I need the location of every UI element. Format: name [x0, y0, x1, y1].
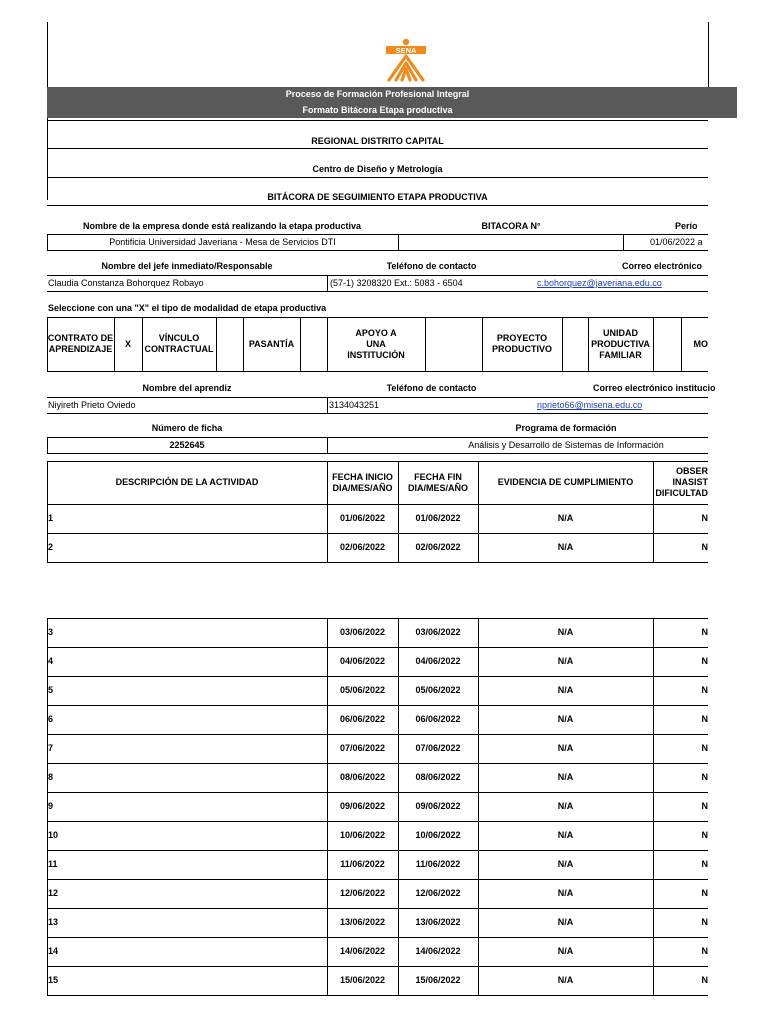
activity-observaciones[interactable]: N	[701, 859, 708, 869]
apprentice-label: Nombre del aprendiz	[142, 383, 232, 393]
activity-fecha-inicio[interactable]: 12/06/2022	[339, 888, 386, 898]
rule	[47, 177, 708, 178]
table-rule	[47, 562, 708, 563]
activity-evidencia[interactable]: N/A	[557, 656, 574, 666]
activity-evidencia[interactable]: N/A	[557, 801, 574, 811]
rule	[398, 234, 399, 250]
activity-number: 14	[48, 946, 59, 956]
activity-number: 8	[48, 772, 54, 782]
sheet-right-border	[708, 22, 709, 88]
activity-number: 1	[48, 513, 54, 523]
program-value[interactable]: Análisis y Desarrollo de Sistemas de Información	[468, 440, 664, 450]
activity-fecha-inicio[interactable]: 09/06/2022	[339, 801, 386, 811]
modality-vinculo-label: VÍNCULO CONTRACTUAL	[144, 333, 214, 354]
activity-number: 10	[48, 830, 59, 840]
activity-number: 2	[48, 542, 54, 552]
apprentice-email-link[interactable]: nprieto66@misena.edu.co	[537, 400, 643, 410]
activity-observaciones[interactable]: N	[701, 542, 708, 552]
modality-apoyo-label: APOYO A UNA INSTITUCIÓN	[347, 327, 405, 360]
boss-email-label: Correo electrónico	[622, 261, 703, 271]
activity-fecha-fin[interactable]: 14/06/2022	[415, 946, 461, 956]
activity-fecha-fin[interactable]: 15/06/2022	[415, 975, 461, 985]
activity-number: 12	[48, 888, 59, 898]
apprentice-phone-value[interactable]: 3134043251	[329, 400, 380, 410]
modality-unidad-mark[interactable]	[653, 317, 681, 371]
activity-fecha-inicio[interactable]: 06/06/2022	[339, 714, 386, 724]
activity-evidencia[interactable]: N/A	[557, 888, 574, 898]
activity-observaciones[interactable]: N	[701, 801, 708, 811]
modality-contrato-mark[interactable]: X	[124, 338, 131, 349]
rule	[47, 453, 708, 454]
periodo-value[interactable]: 01/06/2022 a	[650, 237, 703, 247]
activity-evidencia[interactable]: N/A	[557, 830, 574, 840]
activity-fecha-inicio[interactable]: 14/06/2022	[339, 946, 386, 956]
modality-pasantia-mark[interactable]	[300, 317, 327, 371]
activity-observaciones[interactable]: N	[701, 946, 708, 956]
bitacora-number-label: BITACORA N°	[481, 221, 541, 231]
activity-fecha-fin[interactable]: 12/06/2022	[415, 888, 461, 898]
activity-fecha-inicio[interactable]: 10/06/2022	[339, 830, 386, 840]
boss-phone-label: Teléfono de contacto	[386, 261, 477, 271]
rule	[47, 413, 708, 414]
modality-proyecto-mark[interactable]	[562, 317, 588, 371]
rule	[47, 291, 708, 292]
col-header-evidencia: EVIDENCIA DE CUMPLIMIENTO	[497, 477, 634, 487]
activity-fecha-fin[interactable]: 08/06/2022	[415, 772, 461, 782]
activity-fecha-inicio[interactable]: 07/06/2022	[339, 743, 386, 753]
rule	[47, 148, 708, 149]
activity-observaciones[interactable]: N	[701, 917, 708, 927]
modality-vinculo-mark[interactable]	[216, 317, 243, 371]
rule	[47, 120, 708, 121]
activity-evidencia[interactable]: N/A	[557, 714, 574, 724]
activity-observaciones[interactable]: N	[701, 513, 708, 523]
activity-evidencia[interactable]: N/A	[557, 975, 574, 985]
activity-fecha-fin[interactable]: 03/06/2022	[415, 627, 461, 637]
activity-fecha-inicio[interactable]: 15/06/2022	[339, 975, 386, 985]
header-line2: Formato Bitácora Etapa productiva	[302, 105, 453, 115]
activity-evidencia[interactable]: N/A	[557, 627, 574, 637]
activity-evidencia[interactable]: N/A	[557, 917, 574, 927]
modality-mo-label: MO	[693, 338, 708, 349]
activity-fecha-inicio[interactable]: 04/06/2022	[339, 656, 386, 666]
ficha-label: Número de ficha	[151, 423, 223, 433]
rule	[47, 437, 708, 438]
centro-title: Centro de Diseño y Metrología	[312, 164, 443, 174]
apprentice-email-label: Correo electrónico institucio	[593, 383, 716, 393]
activity-observaciones[interactable]: N	[701, 830, 708, 840]
activity-evidencia[interactable]: N/A	[557, 685, 574, 695]
activity-number: 6	[48, 714, 54, 724]
activity-number: 3	[48, 627, 54, 637]
ficha-value[interactable]: 2252645	[169, 440, 205, 450]
activity-evidencia[interactable]: N/A	[557, 542, 574, 552]
activity-fecha-inicio[interactable]: 05/06/2022	[339, 685, 386, 695]
activity-fecha-fin[interactable]: 09/06/2022	[415, 801, 461, 811]
activity-number: 5	[48, 685, 54, 695]
boss-phone-value[interactable]: (57-1) 3208320 Ext.: 5083 - 6504	[330, 278, 463, 288]
activity-observaciones[interactable]: N	[701, 772, 708, 782]
modality-pasantia-label: PASANTÍA	[248, 338, 295, 349]
activity-observaciones[interactable]: N	[701, 685, 708, 695]
modality-contrato-label: CONTRATO DE APRENDIZAJE	[47, 333, 114, 354]
bitacora-title: BITÁCORA DE SEGUIMIENTO ETAPA PRODUCTIVA	[267, 192, 488, 202]
modality-prompt: Seleccione con una "X" el tipo de modalidad de etapa productiva	[48, 303, 327, 313]
activity-fecha-fin[interactable]: 10/06/2022	[415, 830, 461, 840]
rule	[623, 234, 624, 250]
activity-fecha-fin[interactable]: 05/06/2022	[415, 685, 461, 695]
activity-observaciones[interactable]: N	[701, 714, 708, 724]
apprentice-phone-label: Teléfono de contacto	[386, 383, 477, 393]
activity-evidencia[interactable]: N/A	[557, 772, 574, 782]
activity-fecha-fin[interactable]: 06/06/2022	[415, 714, 461, 724]
activity-fecha-fin[interactable]: 01/06/2022	[415, 513, 461, 523]
activity-fecha-fin[interactable]: 11/06/2022	[415, 859, 461, 869]
rule	[47, 397, 708, 398]
activity-observaciones[interactable]: N	[701, 743, 708, 753]
activity-observaciones[interactable]: N	[701, 888, 708, 898]
activity-number: 4	[48, 656, 54, 666]
col-header-fecha-inicio: FECHA INICIO DIA/MES/AÑO	[332, 471, 393, 493]
company-label: Nombre de la empresa donde está realizando la etapa productiva	[82, 221, 362, 231]
activity-number: 13	[48, 917, 59, 927]
activity-evidencia[interactable]: N/A	[557, 743, 574, 753]
rule	[327, 275, 328, 291]
activity-fecha-inicio[interactable]: 11/06/2022	[340, 859, 385, 869]
activity-fecha-inicio[interactable]: 08/06/2022	[339, 772, 386, 782]
activity-number: 7	[48, 743, 54, 753]
rule	[327, 397, 328, 413]
activity-observaciones[interactable]: N	[701, 627, 708, 637]
activity-number: 11	[48, 859, 58, 869]
activity-fecha-inicio[interactable]: 03/06/2022	[339, 627, 386, 637]
activity-evidencia[interactable]: N/A	[557, 859, 574, 869]
sena-logo-icon	[380, 38, 432, 82]
activity-fecha-fin[interactable]: 07/06/2022	[415, 743, 461, 753]
apprentice-value[interactable]: Niyireth Prieto Oviedo	[48, 400, 136, 410]
boss-email-link[interactable]: c.bohorquez@javeriana.edu.co	[537, 278, 662, 288]
periodo-label: Perío	[675, 221, 698, 231]
sena-logo	[380, 38, 432, 82]
activity-fecha-fin[interactable]: 04/06/2022	[415, 656, 461, 666]
activity-fecha-inicio[interactable]: 13/06/2022	[339, 917, 386, 927]
activity-fecha-fin[interactable]: 13/06/2022	[415, 917, 461, 927]
rule	[327, 437, 328, 453]
activity-fecha-inicio[interactable]: 01/06/2022	[339, 513, 386, 523]
rule	[47, 275, 708, 276]
col-header-observaciones: OBSER INASIST DIFICULTAD	[655, 466, 708, 498]
col-header-fecha-fin: FECHA FIN DIA/MES/AÑO	[407, 471, 468, 493]
program-label: Programa de formación	[515, 423, 617, 433]
modality-proyecto-label: PROYECTO PRODUCTIVO	[491, 333, 552, 354]
boss-value[interactable]: Claudia Constanza Bohorquez Robayo	[48, 278, 204, 288]
regional-title: REGIONAL DISTRITO CAPITAL	[311, 136, 444, 146]
modality-apoyo-mark[interactable]	[425, 317, 482, 371]
activity-observaciones[interactable]: N	[701, 656, 708, 666]
activity-evidencia[interactable]: N/A	[557, 946, 574, 956]
activity-number: 9	[48, 801, 54, 811]
boss-label: Nombre del jefe inmediato/Responsable	[101, 261, 273, 271]
activity-fecha-fin[interactable]: 02/06/2022	[415, 542, 461, 552]
activity-number: 15	[48, 975, 59, 985]
rule	[47, 250, 708, 251]
svg-text:SENA: SENA	[395, 46, 417, 55]
activity-evidencia[interactable]: N/A	[557, 513, 574, 523]
rule	[47, 234, 708, 235]
modality-unidad-label: UNIDAD PRODUCTIVA FAMILIAR	[591, 327, 650, 360]
header-line1: Proceso de Formación Profesional Integral	[285, 89, 470, 99]
activity-observaciones[interactable]: N	[701, 975, 708, 985]
company-value[interactable]: Pontificia Universidad Javeriana - Mesa de Servicios DTI	[109, 237, 336, 247]
table-rule	[47, 995, 708, 996]
col-header-descripcion: DESCRIPCIÓN DE LA ACTIVIDAD	[115, 477, 259, 487]
rule	[47, 371, 708, 372]
activity-fecha-inicio[interactable]: 02/06/2022	[339, 542, 386, 552]
rule	[47, 205, 708, 206]
